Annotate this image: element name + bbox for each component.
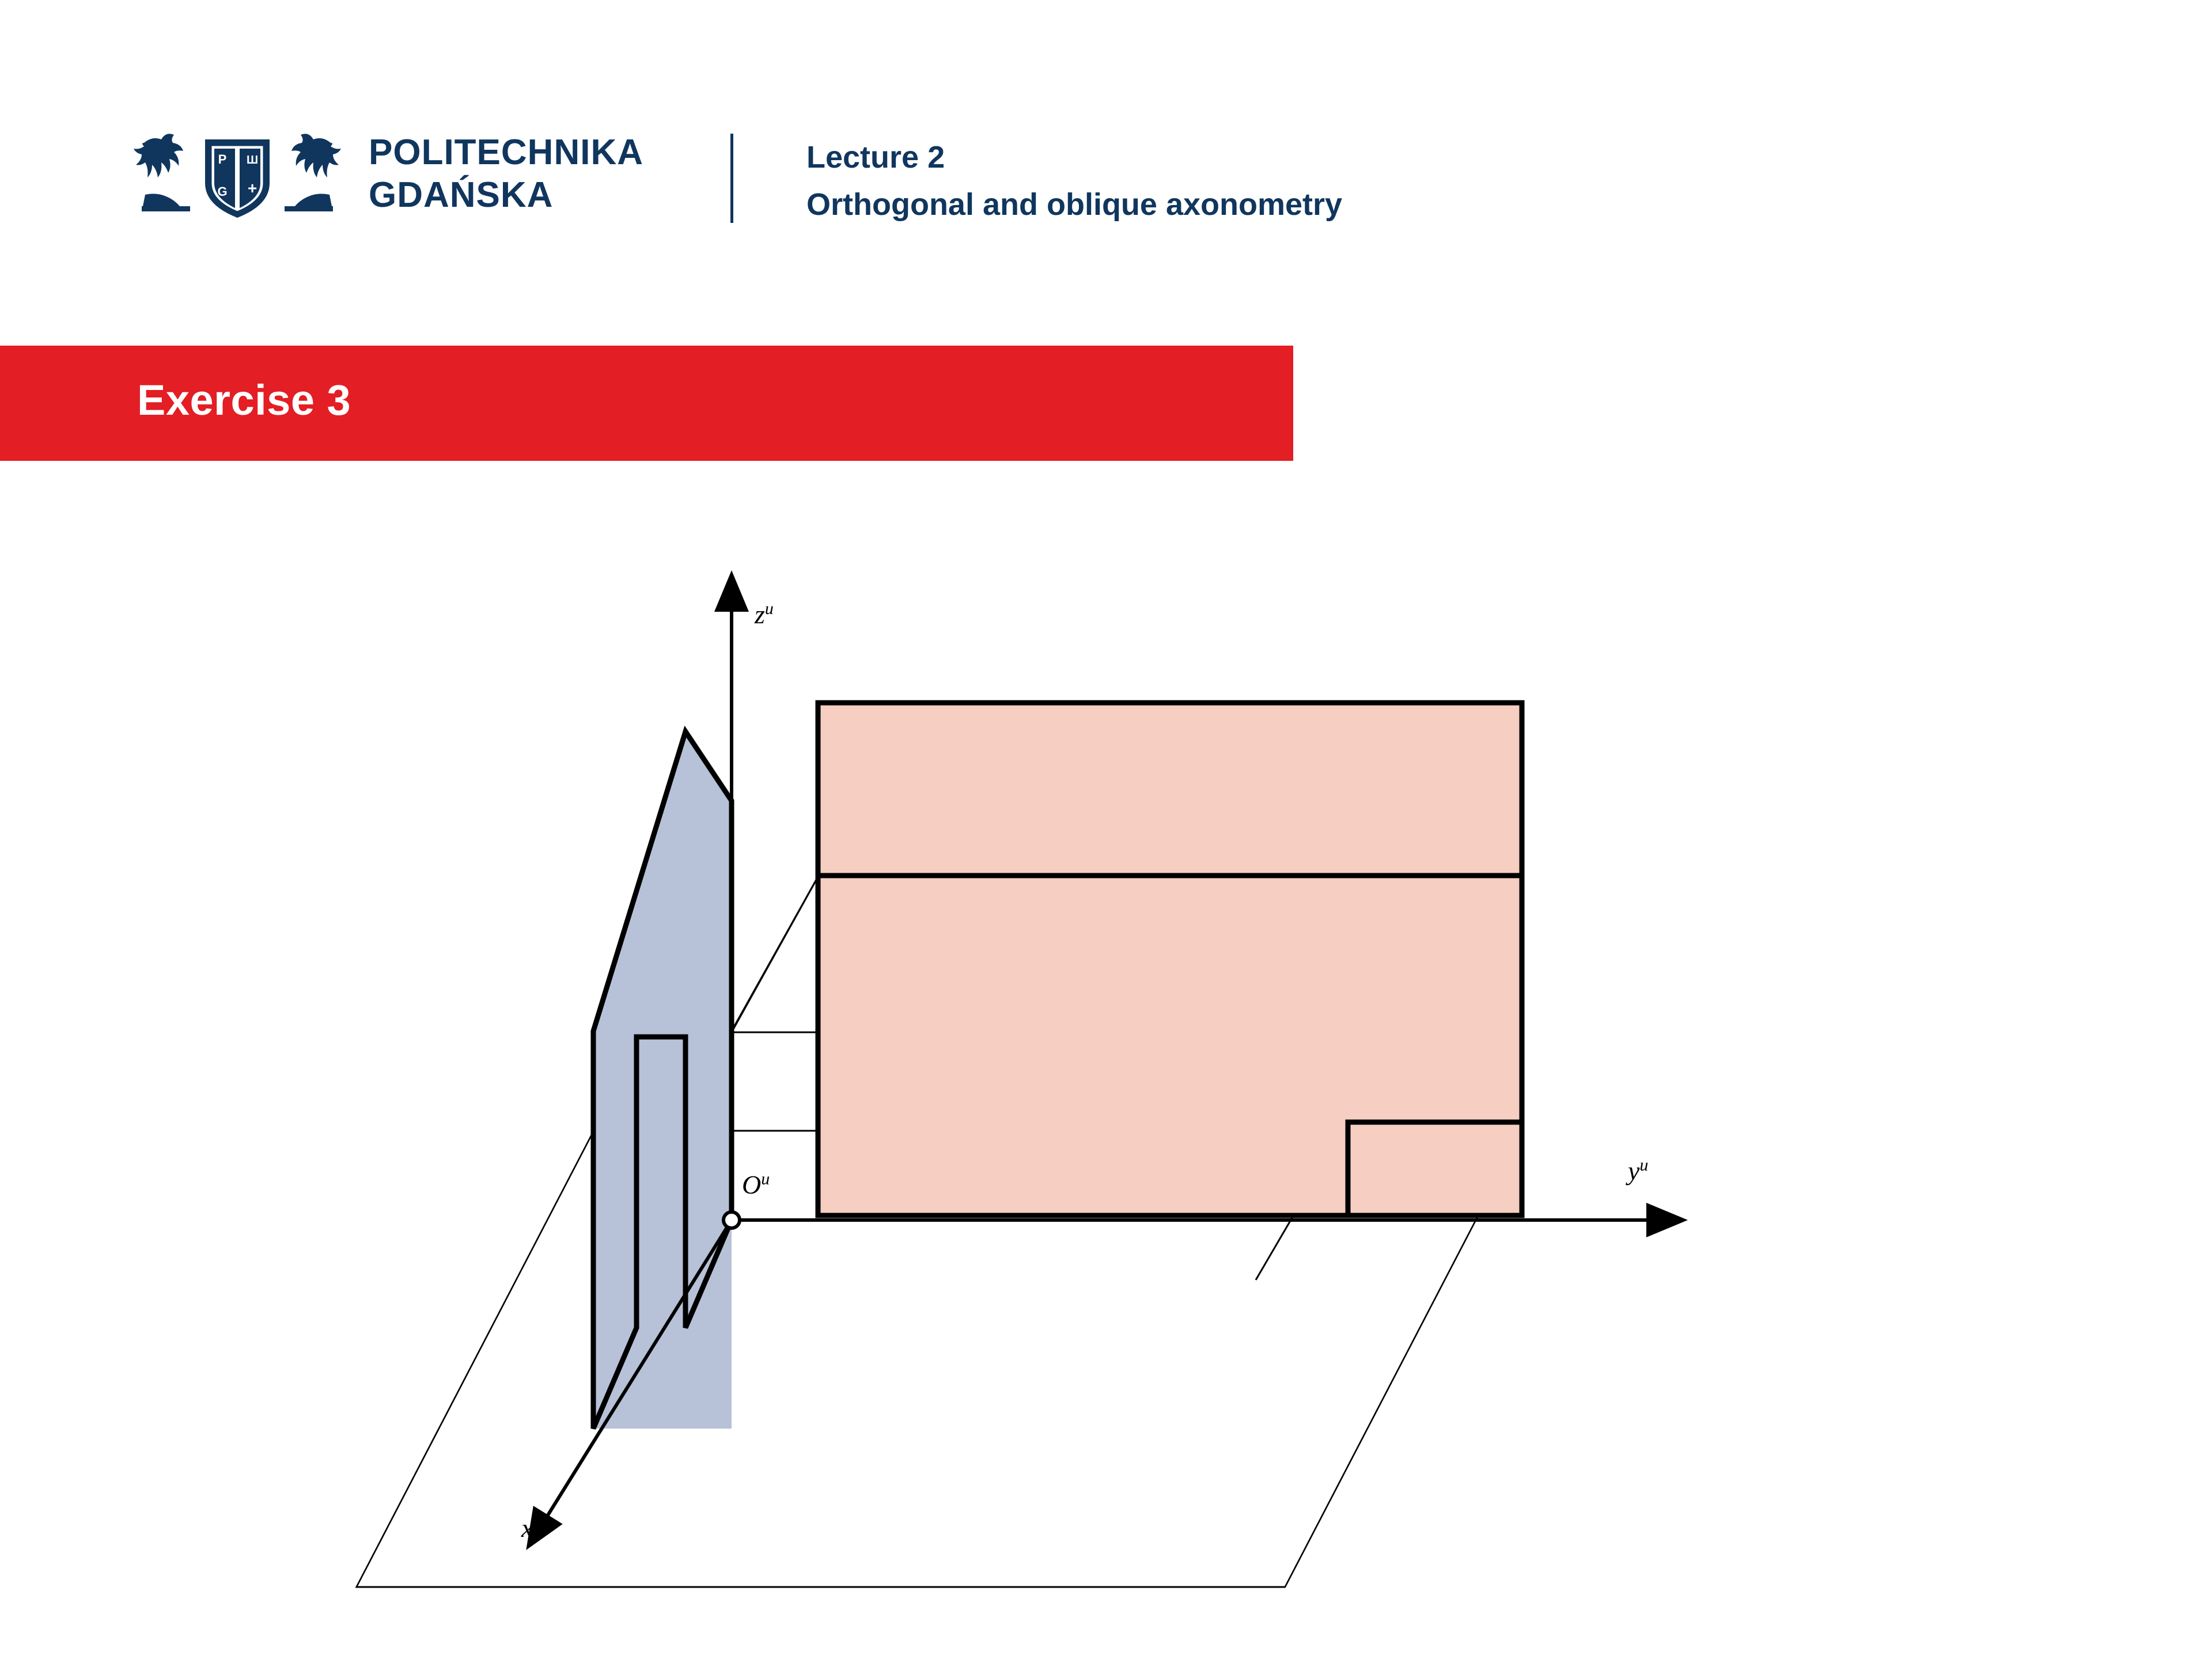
lecture-info	[806, 134, 1342, 228]
university-name	[369, 131, 643, 217]
university-name-line2: GDAŃSKA	[369, 175, 554, 215]
axis-label-x: $x^u$	[521, 1513, 542, 1543]
axis-label-z: $z^u$	[755, 599, 774, 629]
pg-crest-icon	[134, 126, 341, 224]
svg-text:Ш: Ш	[246, 154, 259, 166]
exercise-title-bar	[0, 346, 1293, 461]
university-name-line1: POLITECHNIKA	[369, 132, 643, 172]
svg-text:G: G	[217, 184, 228, 199]
axonometric-projection-diagram	[0, 490, 2212, 1659]
svg-text:+: +	[247, 179, 257, 197]
page-title: Exercise 3	[137, 376, 351, 424]
header-divider	[730, 134, 733, 223]
side-projection-plane	[593, 732, 732, 1429]
axis-label-origin: $O^u$	[742, 1169, 770, 1199]
front-projection-plane	[818, 703, 1522, 1215]
page-header	[0, 0, 2212, 271]
axis-label-y: $y^u$	[1628, 1156, 1649, 1185]
lecture-label: Lecture 2	[806, 140, 945, 175]
svg-text:P: P	[218, 152, 227, 166]
lecture-topic: Orthogonal and oblique axonometry	[806, 187, 1343, 222]
origin-point	[724, 1212, 740, 1228]
